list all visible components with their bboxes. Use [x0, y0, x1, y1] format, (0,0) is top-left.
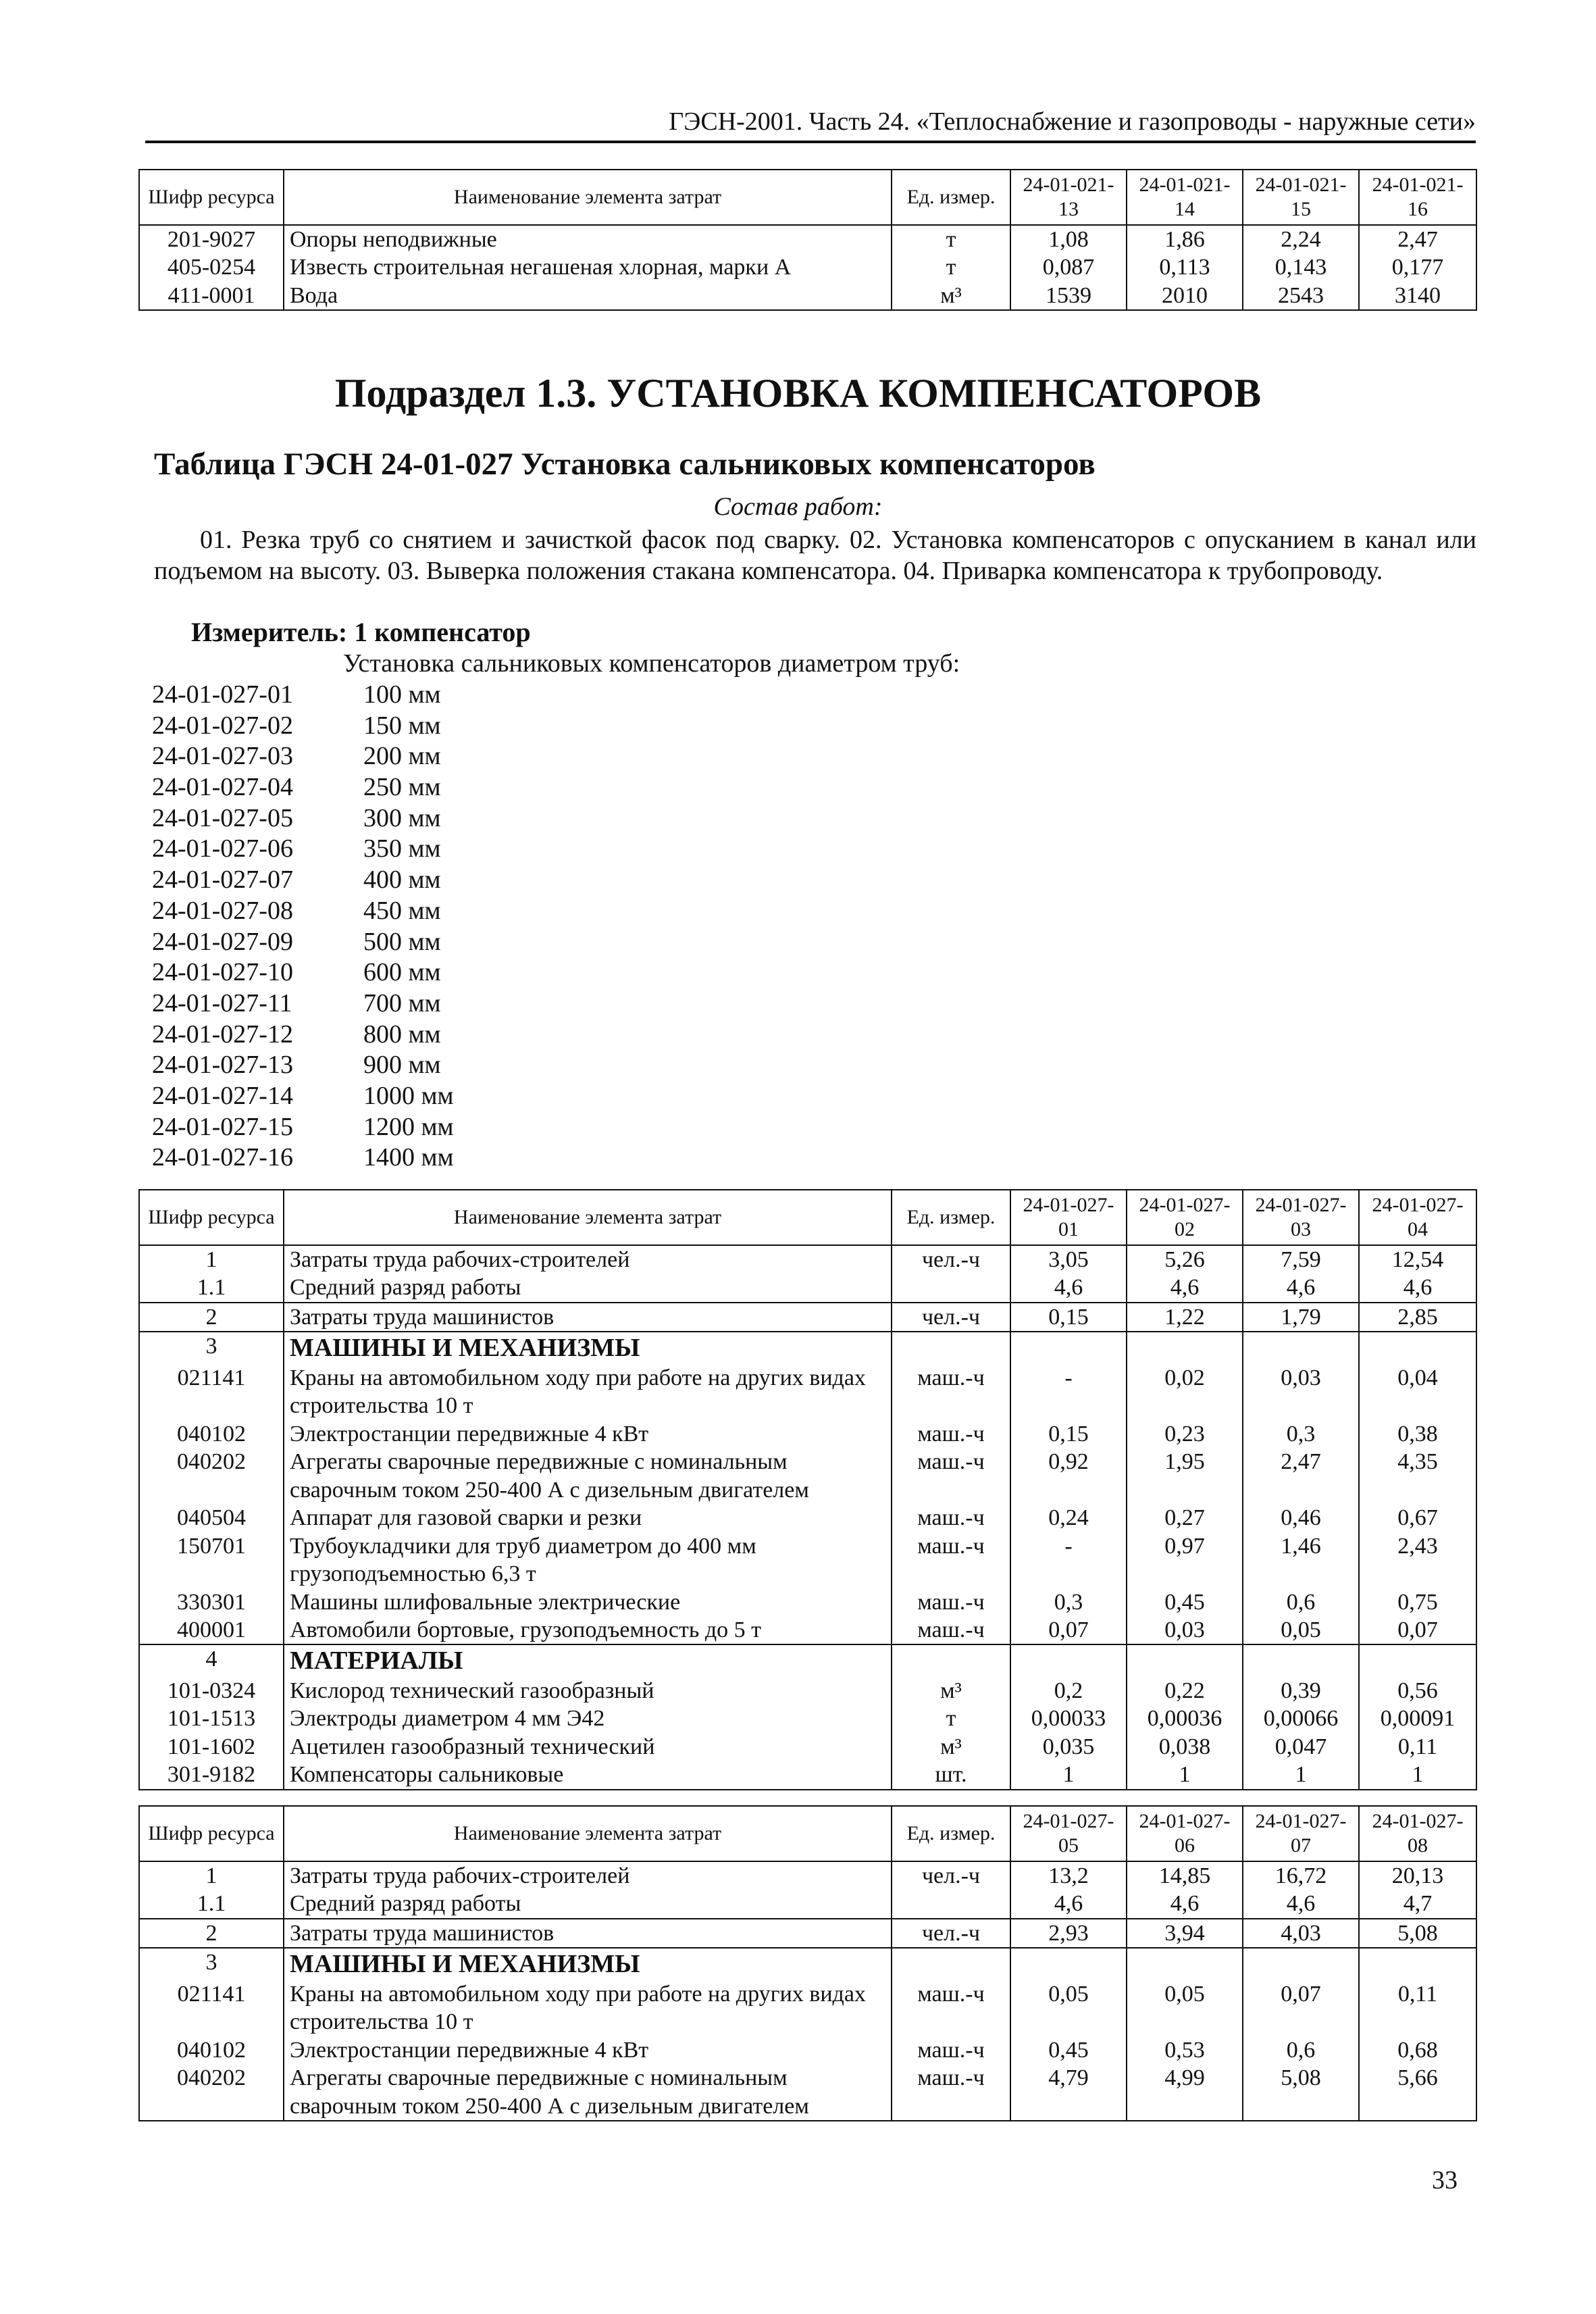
cell-value: 0,177	[1359, 253, 1476, 281]
variant-code: 24-01-027-08	[152, 896, 293, 925]
variant-code: 24-01-027-15	[152, 1112, 293, 1141]
cell-unit	[892, 1890, 1010, 1918]
cell-code: 411-0001	[139, 282, 284, 310]
variant-row	[152, 741, 454, 772]
cell-unit: чел.-ч	[892, 1861, 1010, 1890]
variant-code: 24-01-027-06	[152, 834, 293, 863]
header-row	[139, 1806, 1476, 1861]
header-row	[139, 1190, 1476, 1245]
variant-size: 450 мм	[363, 896, 441, 925]
cell-value: 0,07	[1010, 1616, 1127, 1644]
col-header-variant: 24-01-027-07	[1243, 1806, 1359, 1861]
variant-row	[152, 896, 454, 927]
col-header-name: Наименование элемента затрат	[284, 1806, 892, 1861]
col-header-unit: Ед. измер.	[892, 1806, 1010, 1861]
cell-value: 0,11	[1359, 1980, 1476, 2036]
cell-value: 4,6	[1010, 1890, 1127, 1918]
measure-unit: Измеритель: 1 компенсатор	[191, 617, 531, 647]
cell-value: 0,07	[1243, 1980, 1359, 2036]
table-row	[139, 1733, 1476, 1761]
table-row	[139, 1245, 1476, 1274]
cell-unit	[892, 1644, 1010, 1676]
cell-value: 1,79	[1243, 1303, 1359, 1332]
variant-code: 24-01-027-07	[152, 865, 293, 895]
cell-code: 101-1513	[139, 1705, 284, 1732]
cell-value: 0,15	[1010, 1420, 1127, 1448]
cell-name: Электростанции передвижные 4 кВт	[284, 2036, 892, 2064]
variant-code: 24-01-027-11	[152, 988, 292, 1017]
table-row	[139, 1980, 1476, 2036]
cell-value: 0,45	[1127, 1588, 1243, 1616]
col-header-name: Наименование элемента затрат	[284, 170, 892, 225]
cell-value: 1	[1243, 1761, 1359, 1789]
cell-value: 0,087	[1010, 253, 1127, 281]
cell-value: 0,04	[1359, 1364, 1476, 1420]
cell-value: 0,113	[1127, 253, 1243, 281]
variant-size: 600 мм	[363, 958, 441, 987]
cell-value: 0,45	[1010, 2036, 1127, 2064]
cell-name: Опоры неподвижные	[284, 225, 892, 253]
cell-value: 5,66	[1359, 2064, 1476, 2121]
cell-value	[1243, 1644, 1359, 1676]
cell-value: 0,68	[1359, 2036, 1476, 2064]
cell-unit: т	[892, 1705, 1010, 1732]
cell-code: 040202	[139, 2064, 284, 2121]
cell-code: 040202	[139, 1448, 284, 1504]
cell-value: 5,26	[1127, 1245, 1243, 1274]
variant-code: 24-01-027-03	[152, 742, 293, 771]
cell-name: Затраты труда рабочих-строителей	[284, 1245, 892, 1274]
resource-table-027-a	[138, 1189, 1477, 1790]
cell-value: 0,07	[1359, 1616, 1476, 1644]
resource-table-021	[138, 169, 1477, 311]
table-row	[139, 1448, 1476, 1504]
cell-value: 0,05	[1243, 1616, 1359, 1644]
col-header-code: Шифр ресурса	[139, 170, 284, 225]
variant-code: 24-01-027-04	[152, 773, 293, 802]
variant-code: 24-01-027-12	[152, 1020, 293, 1049]
cell-unit: т	[892, 225, 1010, 253]
table-row	[139, 1616, 1476, 1644]
cell-value: 0,3	[1243, 1420, 1359, 1448]
works-label: Состав работ:	[713, 493, 883, 521]
cell-unit	[892, 1274, 1010, 1302]
cell-value	[1127, 1644, 1243, 1676]
header-row	[139, 170, 1476, 225]
variant-size: 700 мм	[363, 988, 441, 1017]
cell-value: 14,85	[1127, 1861, 1243, 1890]
cell-value: 2010	[1127, 282, 1243, 310]
cell-code: 150701	[139, 1532, 284, 1588]
cell-value: -	[1010, 1364, 1127, 1420]
table-row	[139, 1644, 1476, 1676]
cell-value	[1359, 1644, 1476, 1676]
table-title: Таблица ГЭСН 24-01-027 Установка сальниковых компенсаторов	[154, 447, 1096, 482]
cell-name: МАШИНЫ И МЕХАНИЗМЫ	[284, 1948, 892, 1980]
cell-name: Затраты труда машинистов	[284, 1919, 892, 1948]
cell-value: 4,79	[1010, 2064, 1127, 2121]
variant-size: 800 мм	[363, 1020, 441, 1049]
cell-value: 4,35	[1359, 1448, 1476, 1504]
table-row	[139, 1420, 1476, 1448]
col-header-code: Шифр ресурса	[139, 1806, 284, 1861]
cell-value: 4,7	[1359, 1890, 1476, 1918]
cell-name: Агрегаты сварочные передвижные с номинальным сварочным током 250-400 А с дизельным двигателем	[284, 1448, 892, 1504]
cell-value: 0,11	[1359, 1733, 1476, 1761]
cell-value: 0,53	[1127, 2036, 1243, 2064]
cell-value: 1,08	[1010, 225, 1127, 253]
cell-value: 13,2	[1010, 1861, 1127, 1890]
variant-row	[152, 1081, 454, 1112]
table-row	[139, 1919, 1476, 1948]
cell-name: Электростанции передвижные 4 кВт	[284, 1420, 892, 1448]
cell-value: 0,39	[1243, 1677, 1359, 1705]
cell-value: 16,72	[1243, 1861, 1359, 1890]
cell-code: 021141	[139, 1364, 284, 1420]
cell-code: 040102	[139, 2036, 284, 2064]
variant-code: 24-01-027-02	[152, 711, 293, 740]
col-header-name: Наименование элемента затрат	[284, 1190, 892, 1245]
cell-name: Автомобили бортовые, грузоподъемность до 5 т	[284, 1616, 892, 1644]
variant-code: 24-01-027-10	[152, 958, 293, 987]
table-row	[139, 225, 1476, 253]
cell-value: 0,00066	[1243, 1705, 1359, 1732]
cell-value: 4,6	[1127, 1274, 1243, 1302]
cell-value: 1,86	[1127, 225, 1243, 253]
variant-code: 24-01-027-09	[152, 927, 293, 956]
cell-code: 201-9027	[139, 225, 284, 253]
cell-unit: м³	[892, 1677, 1010, 1705]
cell-value: 0,03	[1127, 1616, 1243, 1644]
cell-code: 3	[139, 1948, 284, 1980]
cell-code: 301-9182	[139, 1761, 284, 1789]
cell-value: 0,03	[1243, 1364, 1359, 1420]
variant-row	[152, 1142, 454, 1174]
variant-row	[152, 1112, 454, 1143]
table-row	[139, 2064, 1476, 2121]
col-header-variant: 24-01-027-05	[1010, 1806, 1127, 1861]
table-row	[139, 1588, 1476, 1616]
variant-code: 24-01-027-14	[152, 1081, 293, 1110]
variant-size: 900 мм	[363, 1051, 441, 1080]
cell-code: 1	[139, 1861, 284, 1890]
col-header-variant: 24-01-027-06	[1127, 1806, 1243, 1861]
variant-row	[152, 803, 454, 834]
cell-unit: чел.-ч	[892, 1303, 1010, 1332]
cell-name: Аппарат для газовой сварки и резки	[284, 1504, 892, 1532]
cell-value: 0,15	[1010, 1303, 1127, 1332]
cell-unit: маш.-ч	[892, 1616, 1010, 1644]
variant-row	[152, 772, 454, 803]
cell-value: 12,54	[1359, 1245, 1476, 1274]
diameter-intro: Установка сальниковых компенсаторов диаметром труб:	[343, 649, 960, 678]
table-row	[139, 282, 1476, 310]
cell-value: 0,56	[1359, 1677, 1476, 1705]
cell-value	[1010, 1332, 1127, 1363]
cell-value: 1539	[1010, 282, 1127, 310]
cell-value	[1359, 1332, 1476, 1363]
cell-code: 3	[139, 1332, 284, 1363]
cell-value: 2,43	[1359, 1532, 1476, 1588]
cell-value: 0,00091	[1359, 1705, 1476, 1732]
cell-name: Затраты труда рабочих-строителей	[284, 1861, 892, 1890]
page-header: ГЭСН-2001. Часть 24. «Теплоснабжение и газопроводы - наружные сети»	[145, 107, 1476, 143]
cell-value: 2,47	[1243, 1448, 1359, 1504]
cell-value: 2543	[1243, 282, 1359, 310]
variant-size: 500 мм	[363, 927, 441, 956]
table-row	[139, 1274, 1476, 1302]
variant-row	[152, 680, 454, 711]
cell-name: Краны на автомобильном ходу при работе на других видах строительства 10 т	[284, 1364, 892, 1420]
cell-unit: маш.-ч	[892, 1980, 1010, 2036]
col-header-variant: 24-01-027-08	[1359, 1806, 1476, 1861]
table-row	[139, 253, 1476, 281]
variant-size: 100 мм	[363, 680, 441, 709]
col-header-variant: 24-01-027-02	[1127, 1190, 1243, 1245]
cell-code: 101-0324	[139, 1677, 284, 1705]
cell-code: 2	[139, 1303, 284, 1332]
cell-value: 1,22	[1127, 1303, 1243, 1332]
cell-unit: маш.-ч	[892, 1588, 1010, 1616]
col-header-variant: 24-01-021-15	[1243, 170, 1359, 225]
table-row	[139, 1303, 1476, 1332]
variant-row	[152, 927, 454, 958]
cell-name: Ацетилен газообразный технический	[284, 1733, 892, 1761]
cell-value: 2,93	[1010, 1919, 1127, 1948]
cell-value: 0,2	[1010, 1677, 1127, 1705]
col-header-variant: 24-01-027-04	[1359, 1190, 1476, 1245]
variant-row	[152, 834, 454, 865]
cell-value: -	[1010, 1532, 1127, 1588]
cell-value: 7,59	[1243, 1245, 1359, 1274]
variant-size: 1400 мм	[363, 1143, 454, 1172]
cell-name: Средний разряд работы	[284, 1890, 892, 1918]
cell-unit: маш.-ч	[892, 1532, 1010, 1588]
table-row	[139, 1532, 1476, 1588]
table-row	[139, 1890, 1476, 1918]
cell-unit: маш.-ч	[892, 2036, 1010, 2064]
table-row	[139, 1677, 1476, 1705]
cell-value	[1359, 1948, 1476, 1980]
cell-value: 4,6	[1243, 1890, 1359, 1918]
cell-value: 4,6	[1010, 1274, 1127, 1302]
cell-value: 4,6	[1127, 1890, 1243, 1918]
cell-value: 0,047	[1243, 1733, 1359, 1761]
col-header-variant: 24-01-021-14	[1127, 170, 1243, 225]
cell-value: 0,22	[1127, 1677, 1243, 1705]
col-header-variant: 24-01-027-01	[1010, 1190, 1127, 1245]
cell-value: 1	[1010, 1761, 1127, 1789]
cell-value: 0,02	[1127, 1364, 1243, 1420]
variant-size: 1200 мм	[363, 1112, 454, 1141]
col-header-code: Шифр ресурса	[139, 1190, 284, 1245]
cell-value: 0,143	[1243, 253, 1359, 281]
col-header-variant: 24-01-021-16	[1359, 170, 1476, 225]
cell-code: 400001	[139, 1616, 284, 1644]
cell-value: 0,23	[1127, 1420, 1243, 1448]
cell-name: Компенсаторы сальниковые	[284, 1761, 892, 1789]
cell-value: 3,05	[1010, 1245, 1127, 1274]
cell-value: 5,08	[1243, 2064, 1359, 2121]
page-number: 33	[1432, 2166, 1458, 2194]
cell-code: 1.1	[139, 1274, 284, 1302]
variant-size: 200 мм	[363, 742, 441, 771]
cell-value: 0,75	[1359, 1588, 1476, 1616]
cell-value: 0,6	[1243, 1588, 1359, 1616]
cell-unit	[892, 1332, 1010, 1363]
table-row	[139, 1861, 1476, 1890]
cell-unit: м³	[892, 282, 1010, 310]
cell-value	[1127, 1332, 1243, 1363]
variant-size: 150 мм	[363, 711, 441, 740]
cell-value: 4,99	[1127, 2064, 1243, 2121]
cell-value: 0,3	[1010, 1588, 1127, 1616]
table-row	[139, 2036, 1476, 2064]
cell-unit: т	[892, 253, 1010, 281]
cell-unit: маш.-ч	[892, 1364, 1010, 1420]
cell-code: 021141	[139, 1980, 284, 2036]
cell-name: Кислород технический газообразный	[284, 1677, 892, 1705]
cell-value: 0,05	[1127, 1980, 1243, 2036]
cell-name: Машины шлифовальные электрические	[284, 1588, 892, 1616]
variant-code: 24-01-027-05	[152, 803, 293, 832]
variant-code: 24-01-027-13	[152, 1051, 293, 1080]
variant-list	[152, 680, 454, 1174]
cell-value: 0,038	[1127, 1733, 1243, 1761]
cell-value: 1	[1359, 1761, 1476, 1789]
cell-value	[1243, 1332, 1359, 1363]
variant-size: 300 мм	[363, 803, 441, 832]
cell-value: 0,67	[1359, 1504, 1476, 1532]
cell-unit: чел.-ч	[892, 1919, 1010, 1948]
cell-code: 4	[139, 1644, 284, 1676]
cell-code: 330301	[139, 1588, 284, 1616]
cell-unit	[892, 1948, 1010, 1980]
cell-name: МАТЕРИАЛЫ	[284, 1644, 892, 1676]
cell-value: 20,13	[1359, 1861, 1476, 1890]
cell-code: 1	[139, 1245, 284, 1274]
cell-name: Краны на автомобильном ходу при работе на других видах строительства 10 т	[284, 1980, 892, 2036]
section-title: Подраздел 1.3. УСТАНОВКА КОМПЕНСАТОРОВ	[334, 371, 1262, 416]
variant-row	[152, 1020, 454, 1051]
cell-unit: м³	[892, 1733, 1010, 1761]
variant-size: 250 мм	[363, 773, 441, 802]
cell-value: 0,92	[1010, 1448, 1127, 1504]
cell-value: 0,6	[1243, 2036, 1359, 2064]
cell-name: Затраты труда машинистов	[284, 1303, 892, 1332]
cell-unit: чел.-ч	[892, 1245, 1010, 1274]
col-header-unit: Ед. измер.	[892, 1190, 1010, 1245]
cell-value: 1,95	[1127, 1448, 1243, 1504]
cell-unit: маш.-ч	[892, 1420, 1010, 1448]
cell-name: Электроды диаметром 4 мм Э42	[284, 1705, 892, 1732]
cell-value: 0,97	[1127, 1532, 1243, 1588]
table-row	[139, 1504, 1476, 1532]
cell-value: 0,035	[1010, 1733, 1127, 1761]
cell-value: 1	[1127, 1761, 1243, 1789]
resource-table-027-b	[138, 1805, 1477, 2121]
cell-unit: маш.-ч	[892, 1504, 1010, 1532]
cell-value: 0,38	[1359, 1420, 1476, 1448]
cell-value: 1,46	[1243, 1532, 1359, 1588]
cell-value: 4,03	[1243, 1919, 1359, 1948]
cell-value: 0,24	[1010, 1504, 1127, 1532]
cell-name: Вода	[284, 282, 892, 310]
cell-unit: маш.-ч	[892, 2064, 1010, 2121]
cell-value: 2,24	[1243, 225, 1359, 253]
cell-name: Известь строительная негашеная хлорная, марки А	[284, 253, 892, 281]
cell-name: Трубоукладчики для труб диаметром до 400 мм грузоподъемностью 6,3 т	[284, 1532, 892, 1588]
variant-row	[152, 988, 454, 1020]
table-row	[139, 1761, 1476, 1789]
cell-value	[1010, 1948, 1127, 1980]
col-header-variant: 24-01-021-13	[1010, 170, 1127, 225]
cell-value: 0,05	[1010, 1980, 1127, 2036]
cell-code: 1.1	[139, 1890, 284, 1918]
variant-code: 24-01-027-16	[152, 1143, 293, 1172]
works-text: 01. Резка труб со снятием и зачисткой фасок под сварку. 02. Установка компенсаторов с опусканием в канал или подъемом на высоту. 03. Выверка положения стакана компенсатора. 04. Приварка компенсатора к трубопроводу.	[154, 526, 1476, 585]
cell-name: МАШИНЫ И МЕХАНИЗМЫ	[284, 1332, 892, 1363]
cell-code: 040102	[139, 1420, 284, 1448]
cell-value: 5,08	[1359, 1919, 1476, 1948]
cell-unit: шт.	[892, 1761, 1010, 1789]
cell-value: 2,85	[1359, 1303, 1476, 1332]
cell-unit: маш.-ч	[892, 1448, 1010, 1504]
cell-value: 3,94	[1127, 1919, 1243, 1948]
variant-code: 24-01-027-01	[152, 680, 293, 709]
table-row	[139, 1364, 1476, 1420]
cell-value: 2,47	[1359, 225, 1476, 253]
cell-value: 0,00033	[1010, 1705, 1127, 1732]
cell-code: 2	[139, 1919, 284, 1948]
variant-size: 1000 мм	[363, 1081, 454, 1110]
cell-name: Агрегаты сварочные передвижные с номинальным сварочным током 250-400 А с дизельным двигателем	[284, 2064, 892, 2121]
variant-row	[152, 865, 454, 896]
cell-code: 040504	[139, 1504, 284, 1532]
variant-size: 350 мм	[363, 834, 441, 863]
cell-code: 101-1602	[139, 1733, 284, 1761]
col-header-unit: Ед. измер.	[892, 170, 1010, 225]
cell-value: 0,00036	[1127, 1705, 1243, 1732]
col-header-variant: 24-01-027-03	[1243, 1190, 1359, 1245]
variant-row	[152, 711, 454, 742]
variant-row	[152, 1050, 454, 1081]
cell-value	[1127, 1948, 1243, 1980]
cell-value: 0,27	[1127, 1504, 1243, 1532]
cell-name: Средний разряд работы	[284, 1274, 892, 1302]
cell-value	[1010, 1644, 1127, 1676]
cell-value	[1243, 1948, 1359, 1980]
cell-code: 405-0254	[139, 253, 284, 281]
cell-value: 3140	[1359, 282, 1476, 310]
variant-size: 400 мм	[363, 865, 441, 895]
cell-value: 4,6	[1243, 1274, 1359, 1302]
table-row	[139, 1948, 1476, 1980]
table-row	[139, 1705, 1476, 1732]
variant-row	[152, 957, 454, 988]
cell-value: 0,46	[1243, 1504, 1359, 1532]
table-row	[139, 1332, 1476, 1363]
cell-value: 4,6	[1359, 1274, 1476, 1302]
